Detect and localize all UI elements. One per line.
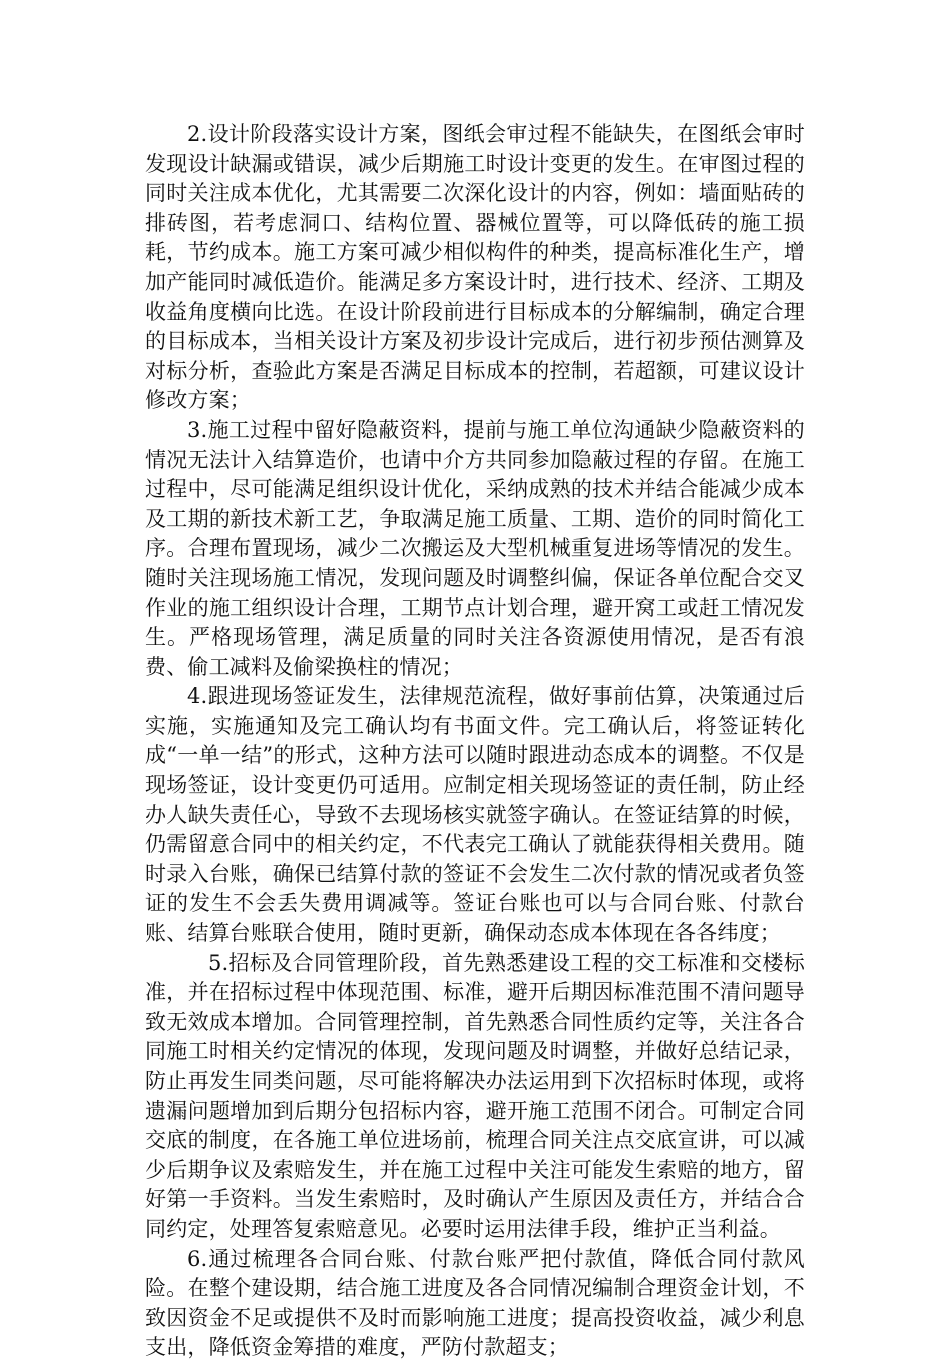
document-body: [145, 120, 805, 1363]
paragraph-bidding-contract: 5.招标及合同管理阶段，首先熟悉建设工程的交工标准和交楼标准，并在招标过程中体现范围、标准，避开后期因标准范围不清问题导致无效成本增加。合同管理控制，首先熟悉合同性质约定等，关注各合同施工时相关约定情况的体现，发现问题及时调整，并做好总结记录，防止再发生同类问题，尽可能将解决办法运用到下次招标时体现，或将遗漏问题增加到后期分包招标内容，避开施工范围不闭合。可制定合同交底的制度，在各施工单位进场前，梳理合同关注点交底宣讲，可以减少后期争议及索赔发生，并在施工过程中关注可能发生索赔的地方，留好第一手资料。当发生索赔时，及时确认产生原因及责任方，并结合合同约定，处理答复索赔意见。必要时运用法律手段，维护正当利益。: [145, 950, 805, 1241]
paragraph-site-visa: 4.跟进现场签证发生，法律规范流程，做好事前估算，决策通过后实施，实施通知及完工确认均有书面文件。完工确认后，将签证转化成“一单一结”的形式，这种方法可以随时跟进动态成本的调整。不仅是现场签证，设计变更仍可适用。应制定相关现场签证的责任制，防止经办人缺失责任心，导致不去现场核实就签字确认。在签证结算的时候，仍需留意合同中的相关约定，不代表完工确认了就能获得相关费用。随时录入台账，确保已结算付款的签证不会发生二次付款的情况或者负签证的发生不会丢失费用调减等。签证台账也可以与合同台账、付款台账、结算台账联合使用，随时更新，确保动态成本体现在各各纬度；: [145, 684, 805, 946]
paragraph-construction-process: 3.施工过程中留好隐蔽资料，提前与施工单位沟通缺少隐蔽资料的情况无法计入结算造价，也请中介方共同参加隐蔽过程的存留。在施工过程中，尽可能满足组织设计优化，采纳成熟的技术并结合能减少成本及工期的新技术新工艺，争取满足施工质量、工期、造价的同时简化工序。合理布置现场，减少二次搬运及大型机械重复进场等情况的发生。随时关注现场施工情况，发现问题及时调整纠偏，保证各单位配合交叉作业的施工组织设计合理，工期节点计划合理，避开窝工或赶工情况发生。严格现场管理，满足质量的同时关注各资源使用情况，是否有浪费、偷工减料及偷梁换柱的情况；: [145, 417, 805, 679]
paragraph-design-stage: 2.设计阶段落实设计方案，图纸会审过程不能缺失，在图纸会审时发现设计缺漏或错误，减少后期施工时设计变更的发生。在审图过程的同时关注成本优化，尤其需要二次深化设计的内容，例如：墙面贴砖的排砖图，若考虑洞口、结构位置、器械位置等，可以降低砖的施工损耗，节约成本。施工方案可减少相似构件的种类，提高标准化生产，增加产能同时减低造价。能满足多方案设计时，进行技术、经济、工期及收益角度横向比选。在设计阶段前进行目标成本的分解编制，确定合理的目标成本，当相关设计方案及初步设计完成后，进行初步预估测算及对标分析，查验此方案是否满足目标成本的控制，若超额，可建议设计修改方案；: [145, 122, 805, 413]
paragraph-payment-control: 6.通过梳理各合同台账、付款台账严把付款值，降低合同付款风险。在整个建设期，结合施工进度及各合同情况编制合理资金计划，不致因资金不足或提供不及时而影响施工进度；提高投资收益，减少利息支出，降低资金筹措的难度，严防付款超支；: [145, 1246, 805, 1360]
